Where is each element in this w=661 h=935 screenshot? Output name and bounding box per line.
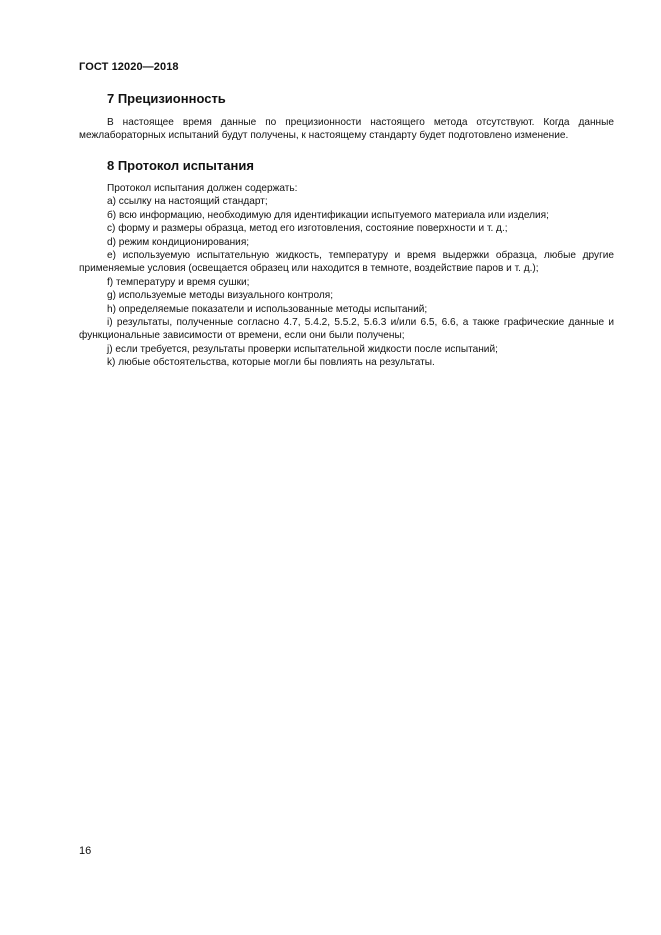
section-test-report xyxy=(79,158,614,370)
list-item: d) режим кондиционирования; xyxy=(107,236,250,248)
page-number: 16 xyxy=(79,845,92,857)
list-item: а) ссылку на настоящий стандарт; xyxy=(107,196,268,208)
list-item: c) форму и размеры образца, метод его изготовления, состояние поверхности и т. д.; xyxy=(107,223,508,235)
section-heading-test-report: 8 Протокол испытания xyxy=(107,158,254,173)
paragraph-precision: В настоящее время данные по прецизионности настоящего метода отсутствуют. Когда данные межлабораторных испытаний будут получены, к настоящему стандарту будет подготовлено изменение. xyxy=(79,117,614,142)
list-item: h) определяемые показатели и использованные методы испытаний; xyxy=(107,303,428,315)
section-body-test-report xyxy=(79,182,614,370)
report-intro: Протокол испытания должен содержать: xyxy=(107,183,298,194)
list-item: i) результаты, полученные согласно 4.7, 5.4.2, 5.5.2, 5.6.3 и/или 6.5, 6.6, а также графические данные и функциональные зависимости от времени, если они были получены; xyxy=(79,317,614,342)
section-body-precision xyxy=(79,116,614,143)
list-item: e) используемую испытательную жидкость, температуру и время выдержки образца, любые другие применяемые условия (освещается образец или находится в темноте, воздействие паров и т. д.); xyxy=(79,250,614,275)
list-item: k) любые обстоятельства, которые могли бы повлиять на результаты. xyxy=(107,357,435,369)
list-item: j) если требуется, результаты проверки испытательной жидкости после испытаний; xyxy=(107,343,498,355)
list-item: б) всю информацию, необходимую для идентификации испытуемого материала или изделия; xyxy=(107,209,549,221)
list-item: f) температуру и время сушки; xyxy=(107,276,250,288)
section-precision xyxy=(79,91,614,143)
document-code: ГОСТ 12020—2018 xyxy=(79,61,179,73)
section-heading-precision: 7 Прецизионность xyxy=(107,91,226,106)
list-item: g) используемые методы визуального контроля; xyxy=(107,290,333,302)
